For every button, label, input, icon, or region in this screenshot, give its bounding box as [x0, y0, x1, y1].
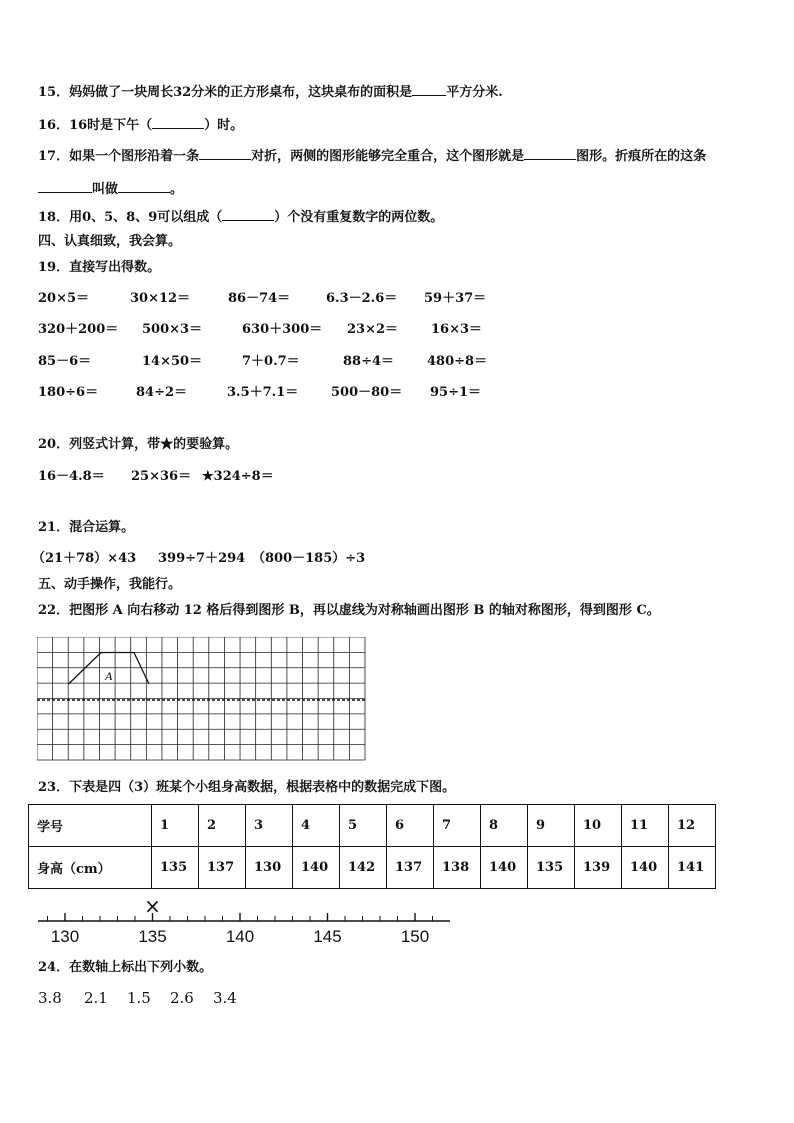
q19-item: 14×50＝ — [142, 354, 203, 369]
table-cell: 142 — [340, 847, 387, 889]
table-cell: 10 — [575, 805, 622, 847]
q18-answer-blank[interactable] — [222, 207, 274, 221]
table-cell: 3 — [246, 805, 293, 847]
q16-answer-blank[interactable] — [152, 115, 204, 129]
q22-text: 22．把图形 A 向右移动 12 格后得到图形 B，再以虚线为对称轴画出图形 B 的轴对称图形，得到图形 C。 — [38, 603, 660, 618]
table-cell: 2 — [199, 805, 246, 847]
q19-item: 180÷6＝ — [38, 385, 99, 400]
table-cell: 140 — [293, 847, 340, 889]
table-cell: 5 — [340, 805, 387, 847]
q18-text-b: ）个没有重复数字的两位数。 — [274, 210, 444, 225]
table-cell: 140 — [481, 847, 528, 889]
q19-item: 59＋37＝ — [424, 291, 487, 306]
table-header-height: 身高（cm） — [29, 847, 152, 889]
q19-item: 630＋300＝ — [242, 322, 323, 337]
table-cell: 138 — [434, 847, 481, 889]
table-row-heights — [29, 847, 716, 889]
q19-item: 86－74＝ — [228, 291, 291, 306]
section-4-heading: 四、认真细致，我会算。 — [38, 234, 182, 249]
table-cell: 4 — [293, 805, 340, 847]
q17-blank-2[interactable] — [524, 146, 576, 160]
number-line-label: 140 — [225, 927, 255, 946]
q19-item: 16×3＝ — [431, 322, 483, 337]
question-17 — [38, 146, 706, 166]
q17-blank-1[interactable] — [199, 146, 251, 160]
question-17-line-2 — [38, 179, 183, 199]
number-line-label: 130 — [50, 927, 80, 946]
q17-text-a: 17．如果一个图形沿着一条 — [38, 149, 200, 164]
q24-decimal: 3.4 — [213, 989, 237, 1007]
q15-text-a: 15．妈妈做了一块周长32分米的正方形桌布，这块桌布的面积是 — [38, 85, 413, 100]
q19-item: 95÷1＝ — [430, 385, 482, 400]
q19-item: 85－6＝ — [38, 354, 92, 369]
number-line-label: 150 — [400, 927, 430, 946]
q19-item: 88÷4＝ — [343, 354, 395, 369]
q24-text: 24．在数轴上标出下列小数。 — [38, 960, 213, 975]
q19-item: 30×12＝ — [130, 291, 191, 306]
q17-blank-4[interactable] — [118, 179, 170, 193]
number-line-label: 135 — [138, 927, 167, 946]
table-cell: 137 — [387, 847, 434, 889]
table-cell: 7 — [434, 805, 481, 847]
table-cell: 139 — [575, 847, 622, 889]
q16-text-b: ）时。 — [204, 118, 244, 133]
table-cell: 137 — [199, 847, 246, 889]
table-cell: 130 — [246, 847, 293, 889]
table-cell: 1 — [152, 805, 199, 847]
q17-text-c: 图形。折痕所在的这条 — [576, 149, 707, 164]
q21-item: 399÷7＋294 — [158, 551, 246, 566]
shape-a-label: A — [105, 669, 113, 683]
q15-text-b: 平方分米. — [446, 85, 503, 100]
q19-item: 23×2＝ — [347, 322, 399, 337]
question-16 — [38, 115, 243, 135]
q24-decimal: 2.6 — [170, 989, 194, 1007]
q17-blank-3[interactable] — [38, 179, 92, 193]
table-cell: 135 — [528, 847, 575, 889]
q19-item: 500×3＝ — [142, 322, 203, 337]
table-cell: 12 — [669, 805, 716, 847]
table-cell: 140 — [622, 847, 669, 889]
q21-item: （800－185）÷3 — [252, 551, 366, 566]
q18-text-a: 18．用0、5、8、9可以组成（ — [38, 210, 223, 225]
q20-item: 16－4.8＝ — [38, 469, 105, 484]
q19-item: 500－80＝ — [331, 385, 403, 400]
table-cell: 8 — [481, 805, 528, 847]
q19-item: 6.3－2.6＝ — [326, 291, 398, 306]
q21-title: 21．混合运算。 — [38, 520, 135, 535]
question-18 — [38, 207, 443, 227]
q17-text-e: 。 — [170, 182, 184, 197]
q19-item: 3.5＋7.1＝ — [227, 385, 299, 400]
q19-item: 84÷2＝ — [136, 385, 188, 400]
q20-item: 25×36＝ — [131, 469, 192, 484]
q15-answer-blank[interactable] — [412, 82, 446, 96]
q16-text-a: 16．16时是下午（ — [38, 118, 153, 133]
question-15 — [38, 82, 503, 102]
table-cell: 11 — [622, 805, 669, 847]
q23-text: 23．下表是四（3）班某个小组身高数据，根据表格中的数据完成下图。 — [38, 780, 456, 795]
q19-item: 20×5＝ — [38, 291, 90, 306]
number-line-marker: × — [144, 894, 161, 918]
q20-title: 20．列竖式计算，带★的要验算。 — [38, 437, 239, 452]
q24-decimal: 1.5 — [127, 989, 151, 1007]
q20-item: ★324÷8＝ — [202, 469, 274, 484]
q19-title: 19．直接写出得数。 — [38, 260, 161, 275]
q17-text-d: 叫做 — [92, 182, 119, 197]
table-row-ids — [29, 805, 716, 847]
table-cell: 9 — [528, 805, 575, 847]
table-cell: 135 — [152, 847, 199, 889]
q24-decimal: 2.1 — [84, 989, 108, 1007]
section-5-heading: 五、动手操作，我能行。 — [38, 577, 182, 592]
number-line-label: 145 — [313, 927, 342, 946]
number-line-figure — [30, 893, 460, 948]
q22-grid-figure — [37, 637, 367, 762]
table-cell: 141 — [669, 847, 716, 889]
q17-text-b: 对折，两侧的图形能够完全重合，这个图形就是 — [251, 149, 525, 164]
table-header-student-id: 学号 — [29, 805, 152, 847]
q19-item: 480÷8＝ — [427, 354, 488, 369]
q24-decimal: 3.8 — [38, 989, 62, 1007]
q21-item: （21＋78）×43 — [32, 551, 137, 566]
q19-item: 320＋200＝ — [38, 322, 119, 337]
table-cell: 6 — [387, 805, 434, 847]
height-table — [28, 804, 716, 889]
q19-item: 7＋0.7＝ — [242, 354, 300, 369]
